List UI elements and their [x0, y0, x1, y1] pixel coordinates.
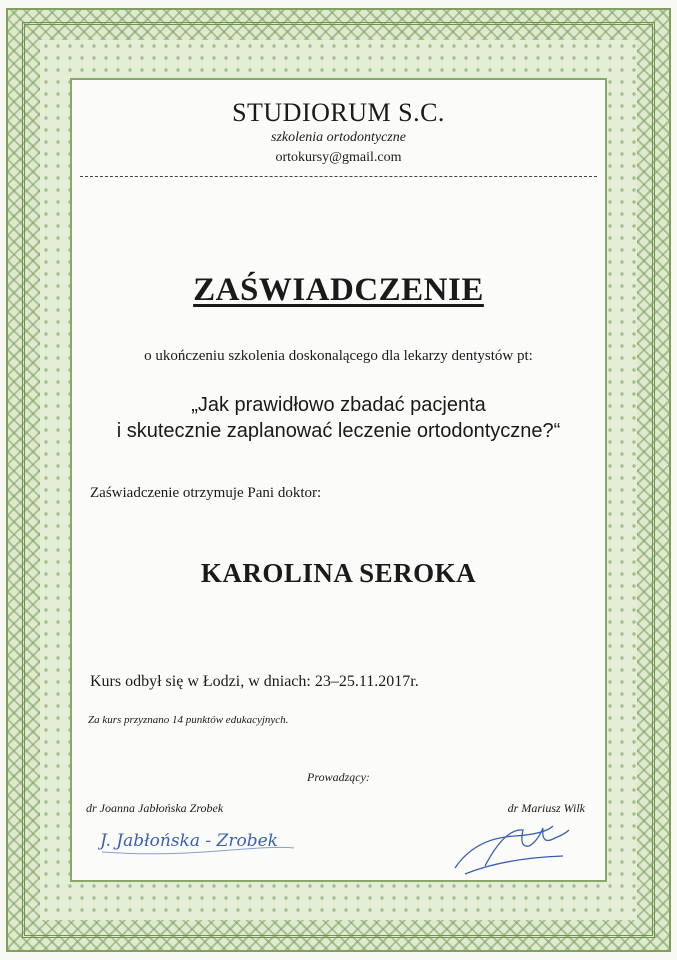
certificate-intro: o ukończeniu szkolenia doskonalącego dla lekarzy dentystów pt:: [144, 348, 533, 364]
instructors-heading: Prowadzący:: [307, 770, 370, 784]
signature-left-text: J. Jabłońska - Zrobek: [100, 831, 278, 851]
handwritten-signature-right: [445, 808, 575, 878]
course-place-dates: Kurs odbył się w Łodzi, w dniach: 23–25.11.2017r.: [90, 673, 419, 690]
instructor-left-name: dr Joanna Jabłońska Zrobek: [86, 801, 224, 815]
certificate-title: ZAŚWIADCZENIE: [193, 272, 484, 308]
course-title: [72, 392, 605, 444]
handwritten-signature-left: [98, 818, 298, 858]
certificate-body: [72, 80, 605, 880]
company-email: ortokursy@gmail.com: [275, 150, 402, 165]
instructor-right-name: dr Mariusz Wilk: [507, 801, 585, 815]
education-points: Za kurs przyznano 14 punktów edukacyjnych.: [88, 714, 289, 726]
header-divider: [80, 176, 597, 177]
company-name: STUDIORUM S.C.: [232, 98, 445, 127]
recipient-name: KAROLINA SEROKA: [200, 558, 477, 588]
company-subtitle: szkolenia ortodontyczne: [271, 130, 406, 145]
course-title-line-2: i skutecznie zaplanować leczenie ortodontyczne?“: [116, 420, 561, 442]
recipient-label: Zaświadczenie otrzymuje Pani doktor:: [90, 485, 322, 501]
course-title-line-1: „Jak prawidłowo zbadać pacjenta: [191, 394, 486, 416]
